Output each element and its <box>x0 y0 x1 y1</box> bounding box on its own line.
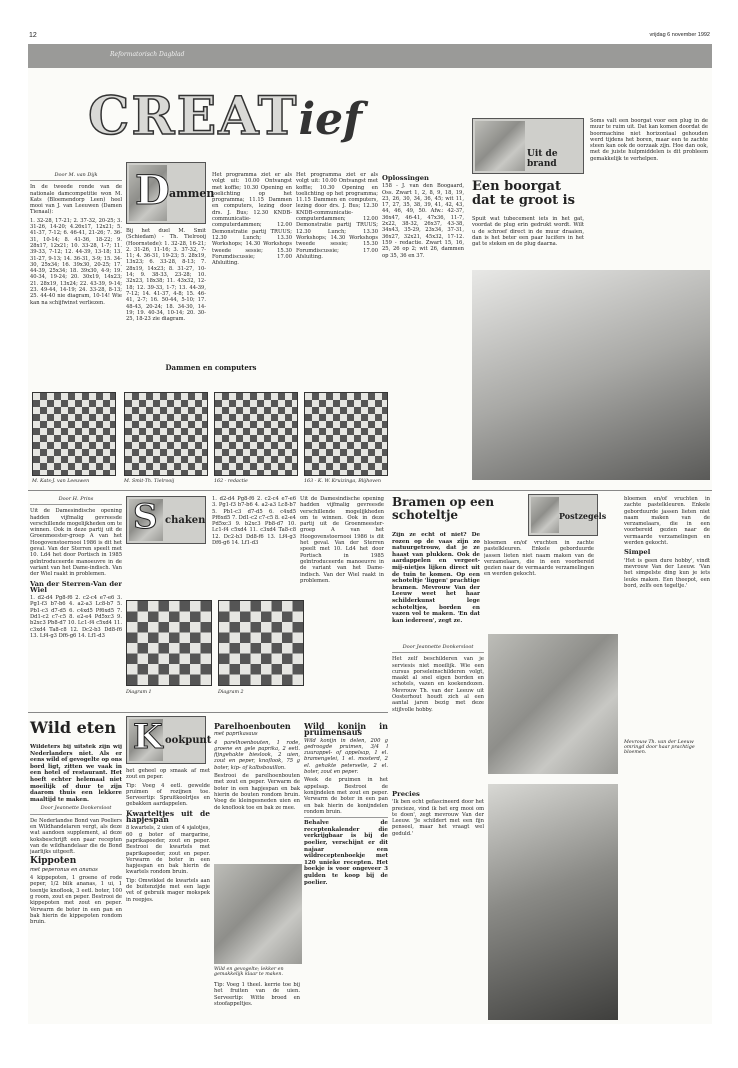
precies-col <box>392 788 484 1018</box>
kwartel-body: 8 kwartels, 2 uien of 4 sjalotjes, 60 g boter of margarine, paprikapoeder, zout en peper. Bestrooi de kwartels met paprikapoeder, zout en peper. Verwarm de boter in een hapjespan en bak hierin de kwartels rondom bruin. <box>126 825 210 876</box>
kookpunt-intro: het geheel op smaak af met zout en peper. <box>126 768 210 781</box>
precies-heading: Precies <box>392 790 420 798</box>
uitdebrand-logo-photo <box>475 121 525 171</box>
dambord-caption-4: 163 - K. W. Kruizinga, Blijhoven <box>304 479 381 484</box>
dammen-byline: Door M. van Dijk <box>30 172 122 181</box>
dambord-caption-1: M. Kats-J. van Leeuwen <box>32 479 90 484</box>
schilderij-photo <box>488 634 618 774</box>
konijn-box: Behalve de receptenkalender die verkrijgbaar is bij de poelier, verschijnt er dit najaar een wildreceptenboekje met 120 unieke recepten. Het boekje is voor ongeveer 3 gulden te koop bij de poelier. <box>304 817 388 886</box>
wild-byline: Door Jeannette Donkersloot <box>30 805 122 814</box>
dammen-program: Het programma ziet er als volgt uit: 10.00 Ontvangst met koffie; 10.30 Opening en toelichting op het programma; 11.15 Dammen en computers, lezing door drs. J. Bus; 12.30 KNDB-communicatie-computerdammen; 12.00 Demonstratie partij TRUUS; 12.30 Lunch; 13.30 Workshops; 14.30 Workshops tweede sessie; 15.30 Forumdiscussie; 17.00 Afsluiting. <box>296 172 378 260</box>
dambord-caption-2: M. Smit-Th. Tielrooij <box>124 479 175 484</box>
postzegels-logo-text: Postzegels <box>559 511 607 521</box>
bramen-byline: Door Jeannette Donkersloot <box>392 644 484 653</box>
dammen-lead: In de tweede ronde van de nationale damcompetitie won M. Kats (Bloemendorp Leen) heel mooi van J. van Leeuwen (Damen Tienaal): <box>30 184 122 216</box>
dammen-col-3 <box>212 172 292 352</box>
uitdebrand-logo <box>472 118 584 174</box>
dambord-3 <box>214 392 298 476</box>
wild-col-1 <box>30 744 122 1018</box>
schaken-logo-letter: S <box>133 497 158 537</box>
schaken-logo <box>126 496 206 544</box>
parelhoen-heading: Parelhoenbouten <box>214 721 291 731</box>
schaken-logo-word: chaken <box>165 515 206 526</box>
schaken-moves-2: 1. d2-d4 Pg8-f6 2. c2-c4 e7-e6 3. Pg1-f3 b7-b6 4. a2-a3 Lc8-b7 5. Pb1-c3 d7-d5 6. c4xd5 Pf6xd5 7. Dd1-c2 c7-c5 8. e2-e4 Pd5xc3 9. b2xc3 Pb8-d7 10. Lc1-f4 c5xd4 11. c3xd4 Ta8-c8 12. Dc2-b3 Dd8-f6 13. Lf4-g3 Df6-g6 14. Lf1-d3 <box>212 496 296 547</box>
konijn-body: Week de pruimen in het appelsap. Bestrooi de konijndelen met zout en peper. Verwarm de boter in een pan en bak hierin de konijndelen rondom bruin. <box>304 777 388 815</box>
boorgat-body-2: Spuit wat tubecement iets in het gat, voordat de plug erin gedrukt wordt. Wilt u de schroef direct in de muur draaien, dan is het beter een paar lucifers in het gat te steken en de plug daarna. <box>472 216 584 248</box>
precies-body: 'Ik ben echt gefascineerd door het precieze, vind ik het erg mooi om te doen', zegt mevrouw Van der Leeuw. 'Je schildert met een fijn penseel, maar het vraagt wel geduld.' <box>392 799 484 837</box>
wild-body: De Nederlandse Bond van Poeliers en Wildhandelaren vergt, als deze wat aandoen supplement, al deze koksbeschrijft een paar recepten van de wildhandelaar die de Bond jaarlijks uitgeeft. <box>30 817 122 856</box>
wild-dish-photo <box>214 864 302 964</box>
parelhoen-tip-col <box>214 982 300 1018</box>
bramen-right-body: bloemen en/of vruchten in zachte pastelkleuren. Enkele geborduurde jassen lieten niet naam maken van de verzamelaars, die in een voorbereid gezien naar de vermaarde verzamelingen en werden gekocht. <box>624 496 710 547</box>
schaken-moves: 1. d2-d4 Pg8-f6 2. c2-c4 e7-e6 3. Pg1-f3 b7-b6 4. a2-a3 Lc8-b7 5. Pb1-c3 d7-d5 6. c4xd5 Pf6xd5 7. Dd1-c2 c7-c5 8. e2-e4 Pd5xc3 9. b2xc3 Pb8-d7 10. Lc1-f4 c5xd4 11. c3xd4 Ta8-c8 12. Dc2-b3 Dd8-f6 13. Lf4-g3 Df6-g6 14. Lf1-d3 <box>30 595 122 639</box>
schaken-body-2: Uit de Damesindische opening hadden vijfmalig gevreesde verschillende mogelijkheden om te winnen. Ook in deze partij uit de Groenmeester-groep A van het Hoogovenstoernooi 1986 is dit het geval. Van der Sterren speelt met 10. Ld4 het door Portisch in 1985 geïntroduceerde manoeuvre in de variant van het Dame-indisch. Van der Wiel raakt in problemen. <box>300 496 384 584</box>
wild-lead: Wildeters bij uitstek zijn wij Nederlanders niet. Als er eens wild of gevogelte op ons bord ligt, zitten we vaak in een hotel of restaurant. Het hoeft echter helemaal niet moeilijk of duur te zijn daarom thuis een lekkere maaltijd te maken. <box>30 744 122 803</box>
kookpunt-logo <box>126 716 212 764</box>
dammen-col-4 <box>296 172 378 352</box>
konijn-col <box>304 720 388 1018</box>
boorgat-top-body: Soms valt een boorgat voor een plug in de muur te ruim uit. Dat kan komen doordat de boormachine niet horizontaal gehouden werd tijdens het boren, maar een te zachte steen kan ook de oorzaak zijn. Hoe dan ook, met de juiste hulpmiddelen is dit probleem gemakkelijk te verhelpen. <box>590 118 708 162</box>
dammen-body-2: Bij het duel M. Smit (Schiedam) - Th. Tielrooij (Hoornstede): 1. 32-28, 16-21; 2. 31-26, 11-16; 3. 37-32, 7-11; 4. 36-31, 19-23; 5. 28x19, 13x23; 6. 33-28, 8-13; 7. 28x19, 14x23; 8. 31-27, 10-14; 9. 38-33, 23-28; 10. 32x23, 18x38; 11. 43x32, 12-18; 12. 39-33, 1-7; 13. 44-39, 7-12; 14. 41-37, 4-8; 15. 46-41, 2-7; 16. 50-44, 5-10; 17. 48-43, 20-24; 18. 34-30, 14-19; 19. 40-34, 10-14; 20. 30-25, 18-23 zie diagram. <box>126 228 206 323</box>
uitdebrand-logo-text: Uit de brand <box>527 149 558 169</box>
divider-2 <box>28 712 388 713</box>
dambord-4 <box>304 392 388 476</box>
schaken-col-1 <box>30 496 122 721</box>
kippoten-heading: Kippoten <box>30 856 77 867</box>
divider-1 <box>28 490 712 491</box>
masthead-tail: ief <box>298 94 363 145</box>
parelhoen-col <box>214 720 300 860</box>
schaken-body: Uit de Damesindische opening hadden vijfmalig gevreesde verschillende mogelijkheden om te winnen. Ook in deze partij uit de Groenmeester-groep A van het Hoogovenstoernooi 1986 is dit het geval. Van der Sterren speelt met 10. Ld4 het door Portisch in 1985 geïntroduceerde manoeuvre in de variant van het Dame-indisch. Van der Wiel raakt in problemen. <box>30 508 122 578</box>
schaakbord-2 <box>218 600 304 686</box>
schaakbord-caption-2: Diagram 2 <box>218 690 244 695</box>
bramen-body-col <box>392 644 484 784</box>
bramen-photo-caption: Mevrouw Th. van der Leeuw omringd door haar prachtige bloemen. <box>624 740 695 755</box>
dammen-col-2 <box>126 228 206 358</box>
schaken-byline: Door H. Prins <box>30 496 122 505</box>
boorgat-photo <box>472 270 710 480</box>
schaakbord-caption-1: Diagram 1 <box>126 690 152 695</box>
konijn-heading: Wild konijn in pruimensaus <box>304 721 388 738</box>
konijn-ingredients: Wild konijn in delen, 200 g gedroogde pruimen, 3/4 l zuurappel- of appelsap, 1 el. bramengelei, 1 el. mosterd, 2 el. gehakte peterselie, 2 el. boter, zout en peper. <box>304 737 388 776</box>
simpel-body: 'Het is geen dure hobby', vindt mevrouw Van der Leeuw. 'Van het simpelste ding kun je iets leuks maken. Een theepot, een bord, zelfs een tegeltje.' <box>624 557 710 589</box>
computers-heading: Dammen en computers <box>165 363 257 372</box>
oplossingen-body: 158 - J. van den Boogaard, Oss. Zwart 1, 2, 8, 9, 18, 19, 23, 26, 30, 34, 36, 45; wit 11, 17, 27, 35, 38, 39, 41, 42, 43, 44, 46, 49, 50. Afw.: 42-37, 36x47, 46-41, 47x36, 11-7, 2x22, 38-32, 26x37, 43-38, 34x43, 35-29, 23x34, 37-31, 36x27, 32x21, 45x32, 17-12. 159 - redactie. Zwart 15, 16, 25, 26 op 2; wit 26, dammen op 35, 36 en 37. <box>382 183 464 259</box>
postzegels-col <box>484 540 594 630</box>
oplossingen-col <box>382 172 464 454</box>
bramen-right-col <box>624 496 710 736</box>
schaken-col-4 <box>300 496 384 721</box>
parelhoen-ingredients: 4 parelhoenbouten, 1 rode, groene en gele paprika, 2 eetl. fijngehakte bieslook, 2 uien, zout en peper, knoflook, 75 g boter, kip- of kalbsbouillon. <box>214 739 300 771</box>
kwartel-heading: Kwarteltjes uit de hapjespan <box>126 808 210 825</box>
page-date: vrijdag 6 november 1992 <box>649 32 710 38</box>
schaken-col-3 <box>212 496 296 596</box>
paper-sheet <box>28 44 712 1024</box>
kookpunt-logo-letter: K <box>133 717 163 757</box>
kippoten-sub: met peperonus en ananas <box>30 866 98 873</box>
top-bar <box>28 44 712 68</box>
wild-headline: Wild eten <box>30 718 116 737</box>
kookpunt-col <box>126 768 210 1018</box>
parelhoen-tip: Tip: Voeg 1 theel. kerrie toe bij het fruiten van de uien. Serveertip: Witte broed en stoofappeltjes. <box>214 982 300 1007</box>
bramen-lead-col <box>392 532 480 642</box>
schaken-game-heading: Van der Sterren-Van der Wiel <box>30 579 122 594</box>
kippoten-body: 4 kippepoten, 1 groene of rode peper, 1/2 blik ananas, 1 ui, 1 teentje knoflook, 3 eetl. boter, 100 g room, zout en peper. Bestrooi de kippepoten met zout en peper. Verwarm de boter in een pan en bak hierin de kippepoten rondom bruin. <box>30 875 122 926</box>
dammen-logo <box>126 162 215 224</box>
page-number: 12 <box>29 32 37 39</box>
simpel-heading: Simpel <box>624 548 651 557</box>
dammen-logo-word: ammen <box>169 187 215 200</box>
masthead-main: CREAT <box>88 86 299 147</box>
parelhoen-body: Bestrooi de parelhoenbouten met zout en peper. Verwarm de boter in een hapjespan en bak hierin de bouten rondom bruin. Voeg de kleingesneden uien en de knoflook toe en bak ze mee. <box>214 773 300 811</box>
kwartel-tip: Tip: Omwikkel de kwartels aan de buitenzijde met een lapje vet of gebruik mager mokspek in reepjes. <box>126 877 210 903</box>
boorgat-top-col <box>590 118 708 178</box>
postzegels-logo <box>528 494 607 536</box>
schaakbord-1 <box>126 600 212 686</box>
dammen-body-1: 1. 32-28, 17-21; 2. 37-32, 20-25; 3. 31-26, 14-20; 4.26x17, 12x21; 5. 41-37, 7-12; 6. 46-41, 21-26; 7. 36-31, 10-14; 8. 41-36, 18-22; 9. 28x17, 12x21; 10. 33-28, 1-7; 11. 39-33, 7-12; 12. 44-39, 13-18; 13. 31-27, 9-13; 14. 36-31, 3-9; 15. 34-30, 25x34; 16. 39x30, 20-25; 17. 44-39, 25x34; 18. 39x30, 4-9; 19. 40-34, 19-24; 20. 30x19, 14x23; 21. 28x19, 13x24; 22. 43-39, 9-14; 23. 49-44, 14-19; 24. 33-28, 8-13; 25. 44-40 nie diagram, 10-14! Wie kan na schijfwinst verliezen. <box>30 217 122 306</box>
schilderes-photo <box>488 784 618 1020</box>
kookpunt-logo-word: ookpunt <box>165 735 212 746</box>
oplossingen-heading: Oplossingen <box>382 174 429 182</box>
paper-name: Reformatorisch Dagblad <box>110 51 185 58</box>
kookpunt-tip: Tip: Voeg 4 eetl. gewelde pruimen of rozijnen toe. Serveertip: Spruitkoolrtjes en gebakken aardappelen. <box>126 782 210 808</box>
postzegels-body: bloemen en/of vruchten in zachte pastelkleuren. Enkele geborduurde jassen lieten niet naam maken van de verzamelaars, die in een voorbereid gezien naar de vermaarde verzamelingen en werden gekocht. <box>484 540 594 578</box>
boorgat-headline: Een boorgat dat te groot is <box>472 179 575 208</box>
dambord-2 <box>124 392 208 476</box>
postzegels-logo-photo <box>531 497 559 533</box>
dambord-1 <box>32 392 116 476</box>
bramen-headline: Bramen op een schoteltje <box>392 495 495 522</box>
parelhoen-sub: met paprikasaus <box>214 731 258 738</box>
bramen-body: Het zelf beschilderen van je serviesis niet moeilijk. Wie een cursus porseleinschilderen volgt, maakt al snel eigen borden en schotels, vazen en koekendozen. Mevrouw Th. van der Leeuw uit Oosterhout houdt zich al een aantal jaren bezig met deze stijlvolle hobby. <box>392 656 484 713</box>
masthead <box>88 86 362 147</box>
boorgat-body-col <box>472 216 584 266</box>
dammen-body-3: Het programma ziet er als volgt uit: 10.00 Ontvangst met koffie; 10.30 Opening en toelichting op het programma; 11.15 Dammen en computers, lezing door drs. J. Bus; 12.30 KNDB-communicatie-computerdammen; 12.00 Demonstratie partij TRUUS; 12.30 Lunch; 13.30 Workshops; 14.30 Workshops tweede sessie; 15.30 Forumdiscussie; 17.00 Afsluiting. <box>212 172 292 267</box>
dambord-caption-3: 162 - redactie <box>214 479 248 484</box>
dammen-logo-letter: D <box>135 167 170 214</box>
wild-dish-caption: Wild en gevogelte; lekker en gemakkelijk klaar te maken. <box>214 967 284 977</box>
bramen-lead: Zijn ze echt of niet? De rozen op de vaas zijn zo natuurgetrouw, dat je ze haast van plukken. Ook de aardappelen en vergeet-mij-nietjes lijken direct uit de tuin te komen. Op een schoteltje 'liggen' prachtige bramen. Mevrouw Van der Leeuw weet het haar schilderkunst lege schoteltjes, borden en vazen vol te maken. 'En dat kan iedereen', zegt ze. <box>392 532 480 624</box>
